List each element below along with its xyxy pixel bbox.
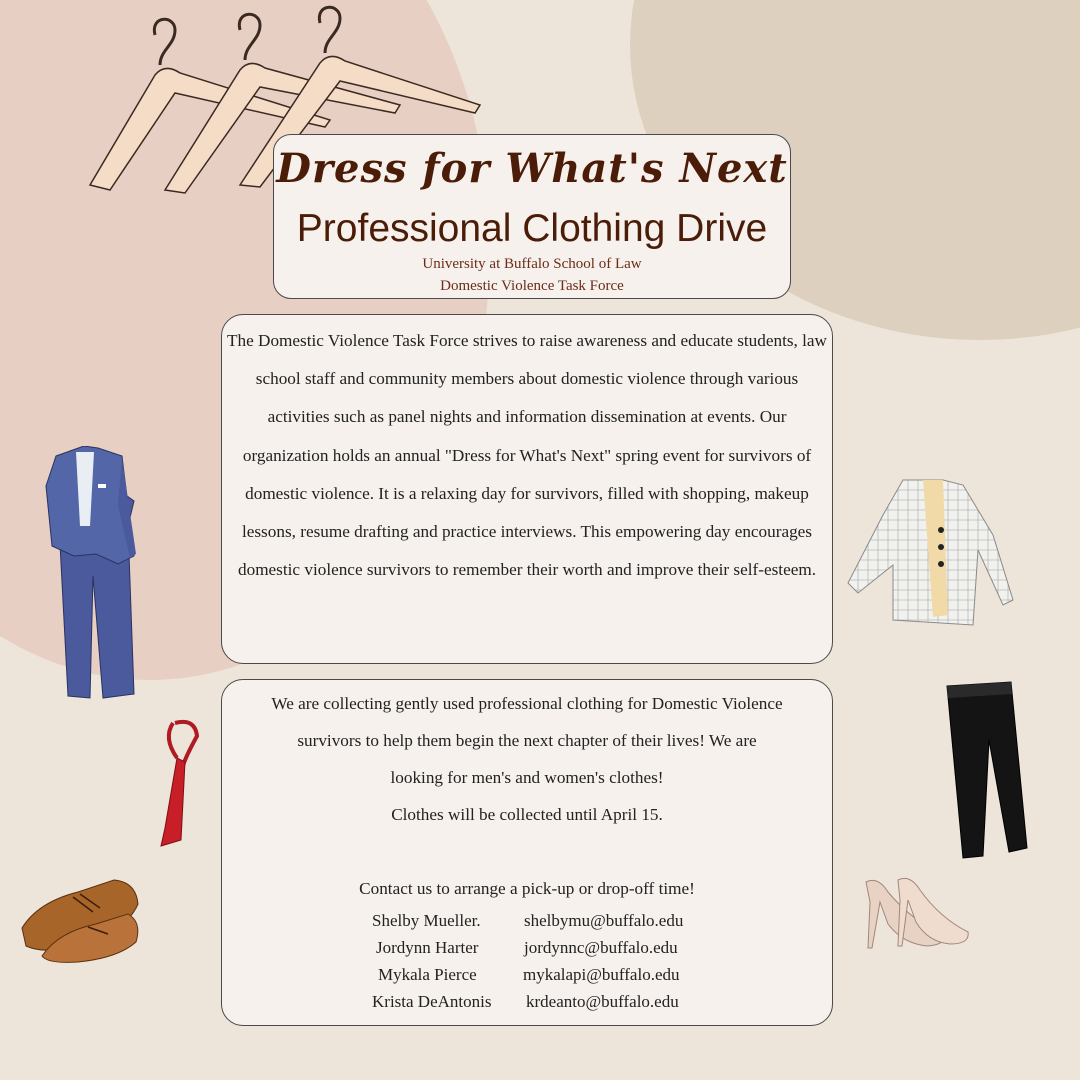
contact-name: Krista DeAntonis [372, 992, 492, 1011]
nude-heels-illustration [858, 872, 973, 952]
contact-email[interactable]: shelbymu@buffalo.edu [524, 911, 684, 930]
collection-card [221, 679, 833, 1026]
event-main-title: Professional Clothing Drive [296, 207, 768, 250]
plaid-blazer-illustration [843, 475, 1018, 630]
contact-email[interactable]: krdeanto@buffalo.edu [526, 992, 679, 1011]
contact-name: Mykala Pierce [378, 965, 477, 984]
contact-heading: Contact us to arrange a pick-up or drop-off time! [359, 879, 695, 898]
organization-line-1: University at Buffalo School of Law [422, 256, 642, 272]
organization-line-2: Domestic Violence Task Force [440, 278, 624, 294]
brown-shoes-illustration [18, 872, 142, 964]
collection-line-3: looking for men's and women's clothes! [390, 768, 664, 787]
title-card [273, 134, 791, 299]
black-trousers-illustration [943, 680, 1033, 860]
about-paragraph: The Domestic Violence Task Force strives to raise awareness and educate students, law school staff and community members about domestic violence through various activities such as panel nights and information dissemination at events. Our organization holds an annual "Dress for What's Next" spring event for survivors of domestic violence. It is a relaxing day for survivors, filled with shopping, makeup lessons, resume drafting and practice interviews. This empowering day encourages domestic violence survivors to remember their worth and improve their self-esteem. [227, 331, 827, 580]
collection-line-2: survivors to help them begin the next chapter of their lives! We are [297, 731, 757, 750]
red-tie-illustration [155, 718, 203, 848]
collection-deadline: Clothes will be collected until April 15. [391, 805, 663, 824]
contact-name: Shelby Mueller. [372, 911, 481, 930]
event-script-title: Dress for What's Next [276, 145, 788, 192]
contact-email[interactable]: jordynnc@buffalo.edu [524, 938, 678, 957]
contact-name: Jordynn Harter [376, 938, 479, 957]
collection-line-1: We are collecting gently used professional clothing for Domestic Violence [271, 694, 783, 713]
contact-email[interactable]: mykalapi@buffalo.edu [523, 965, 680, 984]
blue-suit-illustration [38, 446, 142, 704]
about-card [221, 314, 833, 664]
